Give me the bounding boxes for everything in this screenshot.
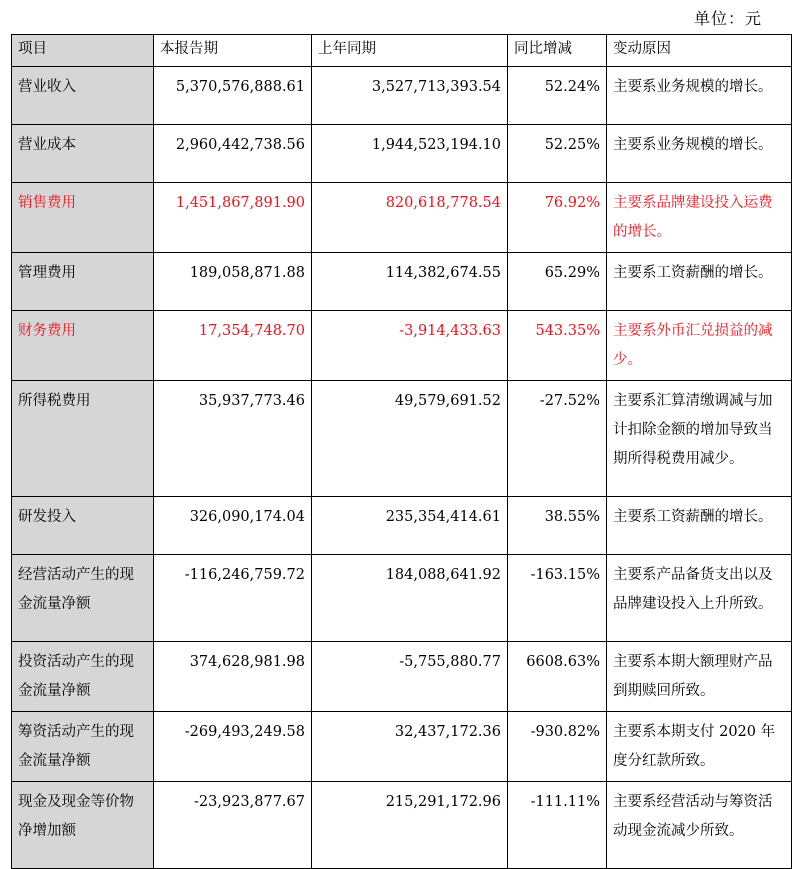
row-change-percent: 52.25%	[508, 125, 607, 183]
unit-label: 单位：元	[693, 9, 762, 28]
table-row	[12, 183, 792, 253]
table-row	[12, 497, 792, 555]
row-change-reason: 主要系产品备货支出以及品牌建设投入上升所致。	[607, 555, 792, 642]
row-prior-value: 820,618,778.54	[312, 183, 508, 253]
row-current-value: 1,451,867,891.90	[154, 183, 312, 253]
row-current-value: 17,354,748.70	[154, 311, 312, 381]
row-change-percent: 38.55%	[508, 497, 607, 555]
row-change-reason: 主要系业务规模的增长。	[607, 67, 792, 125]
row-prior-value: 49,579,691.52	[312, 381, 508, 497]
row-current-value: 326,090,174.04	[154, 497, 312, 555]
row-item-label: 营业成本	[12, 125, 154, 183]
row-item-label: 现金及现金等价物净增加额	[12, 782, 154, 869]
header-current-period: 本报告期	[154, 35, 312, 67]
row-change-reason: 主要系汇算清缴调减与加计扣除金额的增加导致当期所得税费用减少。	[607, 381, 792, 497]
table-row	[12, 311, 792, 381]
row-change-percent: -930.82%	[508, 712, 607, 782]
row-change-reason: 主要系工资薪酬的增长。	[607, 497, 792, 555]
row-change-percent: 52.24%	[508, 67, 607, 125]
row-change-reason: 主要系经营活动与筹资活动现金流减少所致。	[607, 782, 792, 869]
row-change-percent: -163.15%	[508, 555, 607, 642]
row-change-percent: 6608.63%	[508, 642, 607, 712]
row-current-value: 2,960,442,738.56	[154, 125, 312, 183]
row-item-label: 研发投入	[12, 497, 154, 555]
row-change-reason: 主要系本期大额理财产品到期赎回所致。	[607, 642, 792, 712]
row-current-value: 5,370,576,888.61	[154, 67, 312, 125]
row-item-label: 筹资活动产生的现金流量净额	[12, 712, 154, 782]
row-current-value: -23,923,877.67	[154, 782, 312, 869]
table-row	[12, 642, 792, 712]
table-row	[12, 555, 792, 642]
header-item: 项目	[12, 35, 154, 67]
row-change-percent: 76.92%	[508, 183, 607, 253]
row-current-value: 189,058,871.88	[154, 253, 312, 311]
table-header-row	[12, 35, 792, 67]
row-prior-value: 215,291,172.96	[312, 782, 508, 869]
row-prior-value: 184,088,641.92	[312, 555, 508, 642]
row-item-label: 经营活动产生的现金流量净额	[12, 555, 154, 642]
row-change-percent: 65.29%	[508, 253, 607, 311]
row-prior-value: -5,755,880.77	[312, 642, 508, 712]
row-prior-value: -3,914,433.63	[312, 311, 508, 381]
row-change-percent: -27.52%	[508, 381, 607, 497]
row-prior-value: 3,527,713,393.54	[312, 67, 508, 125]
row-item-label: 投资活动产生的现金流量净额	[12, 642, 154, 712]
row-change-reason: 主要系品牌建设投入运费的增长。	[607, 183, 792, 253]
row-prior-value: 235,354,414.61	[312, 497, 508, 555]
table-row	[12, 381, 792, 497]
table-row	[12, 125, 792, 183]
table-row	[12, 782, 792, 869]
row-change-reason: 主要系外币汇兑损益的减少。	[607, 311, 792, 381]
row-prior-value: 114,382,674.55	[312, 253, 508, 311]
financial-table	[11, 34, 792, 869]
row-change-reason: 主要系业务规模的增长。	[607, 125, 792, 183]
table-row	[12, 712, 792, 782]
row-item-label: 销售费用	[12, 183, 154, 253]
header-yoy-change: 同比增减	[508, 35, 607, 67]
table-row	[12, 67, 792, 125]
row-prior-value: 32,437,172.36	[312, 712, 508, 782]
row-current-value: -269,493,249.58	[154, 712, 312, 782]
row-current-value: 35,937,773.46	[154, 381, 312, 497]
row-item-label: 管理费用	[12, 253, 154, 311]
header-prior-period: 上年同期	[312, 35, 508, 67]
row-change-reason: 主要系本期支付 2020 年度分红款所致。	[607, 712, 792, 782]
row-prior-value: 1,944,523,194.10	[312, 125, 508, 183]
row-item-label: 营业收入	[12, 67, 154, 125]
header-change-reason: 变动原因	[607, 35, 792, 67]
row-change-percent: 543.35%	[508, 311, 607, 381]
table-row	[12, 253, 792, 311]
row-item-label: 财务费用	[12, 311, 154, 381]
row-current-value: 374,628,981.98	[154, 642, 312, 712]
row-current-value: -116,246,759.72	[154, 555, 312, 642]
row-change-reason: 主要系工资薪酬的增长。	[607, 253, 792, 311]
row-change-percent: -111.11%	[508, 782, 607, 869]
row-item-label: 所得税费用	[12, 381, 154, 497]
